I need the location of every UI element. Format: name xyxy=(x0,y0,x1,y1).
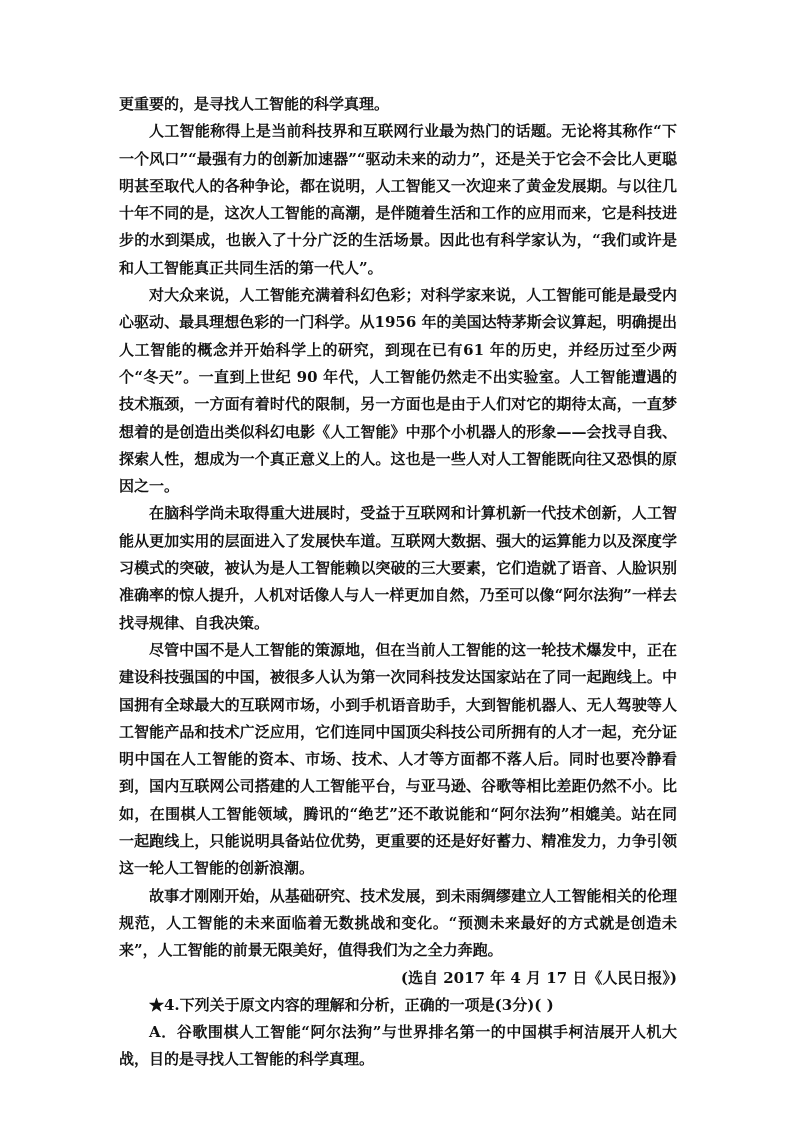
option-a: A．谷歌围棋人工智能“阿尔法狗”与世界排名第一的中国棋手柯洁展开人机大战，目的是寻找人工智能的科学真理。 xyxy=(119,1023,677,1069)
paragraph-continuation: 更重要的，是寻找人工智能的科学真理。 xyxy=(119,95,390,113)
article-source: (选自 2017 年 4 月 17 日《人民日报》) xyxy=(400,968,677,987)
question-stem: ★4.下列关于原文内容的理解和分析，正确的一项是(3分)( ) xyxy=(149,995,554,1014)
paragraph: 尽管中国不是人工智能的策源地，但在当前人工智能的这一轮技术爆发中，正在建设科技强国的中国，被很多人认为第一次同科技发达国家站在了同一起跑线上。中国拥有全球最大的互联网市场，小到手机语音助手，大到智能机器人、无人驾驶等人工智能产品和技术广泛应用，它们连同中国顶尖科技公司所拥有的人才一起，充分证明中国在人工智能的资本、市场、技术、人才等方面都不落人后。同时也要冷静看到，国内互联网公司搭建的人工智能平台，与亚马逊、谷歌等相比差距仍然不小。比如，在围棋人工智能领域，腾讯的“绝艺”还不敢说能和“阿尔法狗”相媲美。站在同一起跑线上，只能说明具备站位优势，更重要的还是好好蓄力、精准发力，力争引领这一轮人工智能的创新浪潮。 xyxy=(119,640,677,878)
paragraph: 人工智能称得上是当前科技界和互联网行业最为热门的话题。无论将其称作“下一个风口”“最强有力的创新加速器”“驱动未来的动力”，还是关于它会不会比人更聪明甚至取代人的各种争论，都在说明，人工智能又一次迎来了黄金发展期。与以往几十年不同的是，这次人工智能的高潮，是伴随着生活和工作的应用而来，它是科技进步的水到渠成，也嵌入了十分广泛的生活场景。因此也有科学家认为，“我们或许是和人工智能真正共同生活的第一代人”。 xyxy=(119,122,677,277)
paragraph: 故事才刚刚开始，从基础研究、技术发展，到未雨绸缪建立人工智能相关的伦理规范，人工智能的未来面临着无数挑战和变化。“预测未来最好的方式就是创造未来”，人工智能的前景无限美好，值得我们为之全力奔跑。 xyxy=(119,886,677,960)
paragraph: 对大众来说，人工智能充满着科幻色彩；对科学家来说，人工智能可能是最受内心驱动、最具理想色彩的一门科学。从1956 年的美国达特茅斯会议算起，明确提出人工智能的概念并开始科学上的研究，到现在已有61 年的历史，并经历过至少两个“冬天”。一直到上世纪 90 年代，人工智能仍然走不出实验室。人工智能遭遇的技术瓶颈，一方面有着时代的限制，另一方面也是由于人们对它的期待太高，一直梦想着的是创造出类似科幻电影《人工智能》中那个小机器人的形象——会找寻自我、探索人性，想成为一个真正意义上的人。这也是一些人对人工智能既向往又恐惧的原因之一。 xyxy=(119,286,677,496)
document-page xyxy=(119,91,677,1074)
paragraph: 在脑科学尚未取得重大进展时，受益于互联网和计算机新一代技术创新，人工智能从更加实用的层面进入了发展快车道。互联网大数据、强大的运算能力以及深度学习模式的突破，被认为是人工智能赖以突破的三大要素，它们造就了语音、人脸识别准确率的惊人提升，人机对话像人与人一样更加自然，乃至可以像“阿尔法狗”一样去找寻规律、自我决策。 xyxy=(119,504,677,632)
